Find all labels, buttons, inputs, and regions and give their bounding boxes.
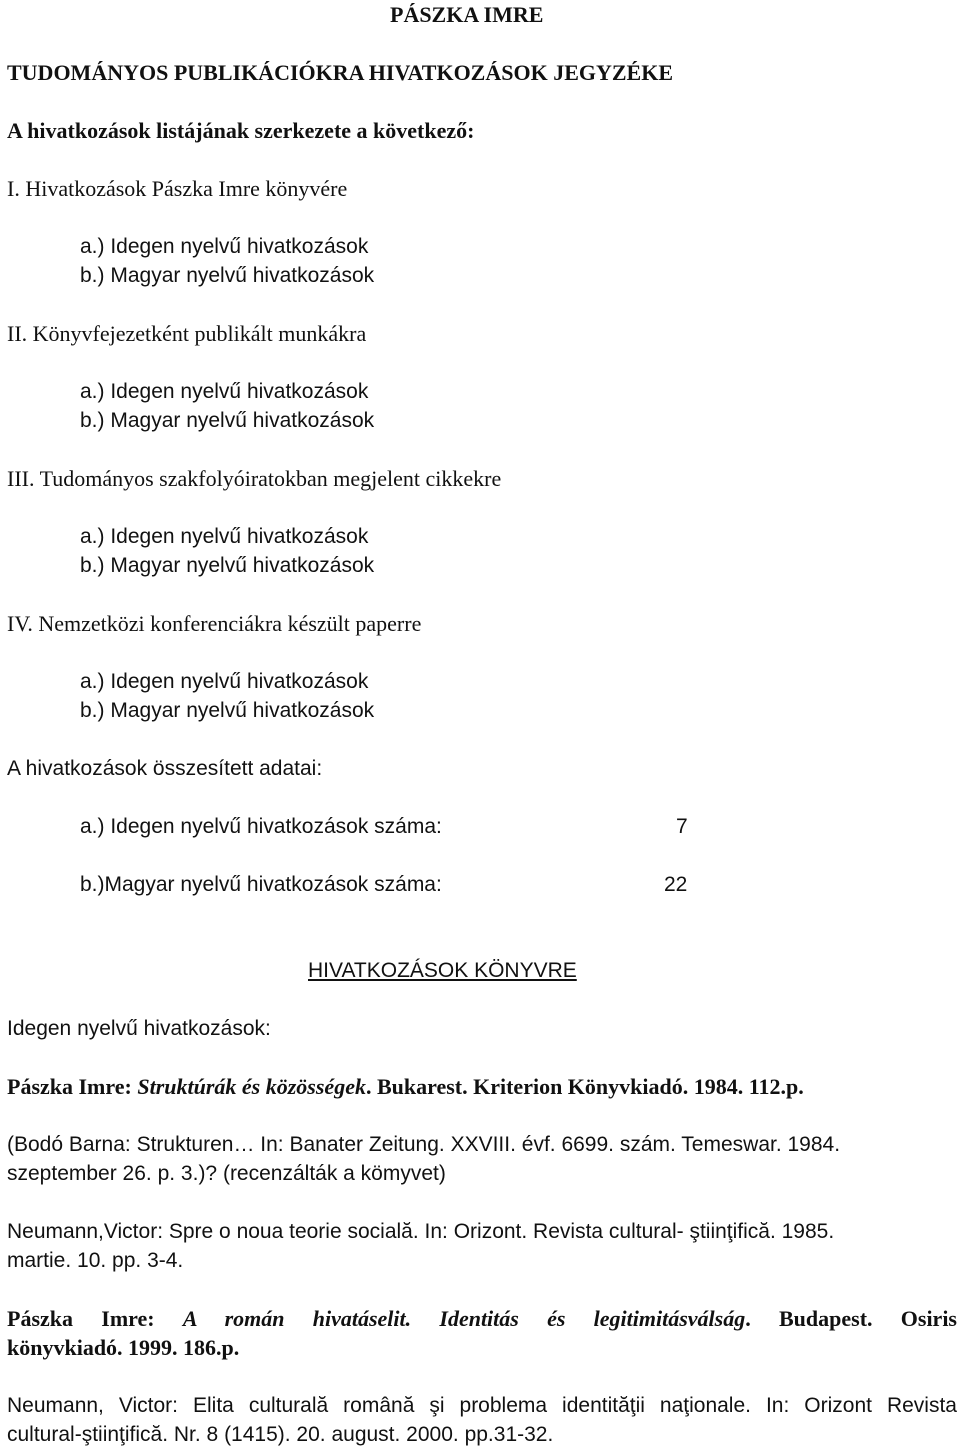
book-citation-2 <box>7 1306 957 1332</box>
citation-book-title: A román hivatáselit. Identitás és legitimitásválság <box>182 1306 746 1331</box>
summary-foreign-label: a.) Idegen nyelvű hivatkozások száma: <box>80 815 442 838</box>
summary-foreign-count: 7 <box>676 815 688 838</box>
review-entry-2-line1: Neumann,Victor: Spre o noua teorie socială. In: Orizont. Revista cultural- ştiinţifică. 1985. <box>7 1220 835 1243</box>
review-entry-1-line1: (Bodó Barna: Strukturen… In: Banater Zeitung. XXVIII. évf. 6699. szám. Temeswar. 1984. <box>7 1133 841 1156</box>
section-heading-3: III. Tudományos szakfolyóiratokban megjelent cikkekre <box>7 466 502 491</box>
summary-hungarian-count: 22 <box>664 873 688 896</box>
section-3-item-a: a.) Idegen nyelvű hivatkozások <box>80 525 369 548</box>
foreign-refs-subheading: Idegen nyelvű hivatkozások: <box>7 1017 271 1040</box>
summary-hungarian-label: b.)Magyar nyelvű hivatkozások száma: <box>80 873 442 896</box>
citation-author: Pászka Imre: <box>7 1306 183 1331</box>
section-heading-2: II. Könyvfejezetként publikált munkákra <box>7 321 367 346</box>
citation-book-title: Struktúrák és közösségek <box>137 1074 366 1099</box>
section-2-item-a: a.) Idegen nyelvű hivatkozások <box>80 380 369 403</box>
citation-publisher: . Budapest. Osiris <box>745 1306 957 1331</box>
summary-heading: A hivatkozások összesített adatai: <box>7 757 323 780</box>
author-name: PÁSZKA IMRE <box>390 2 544 27</box>
review-entry-1-line2: szeptember 26. p. 3.)? (recenzálták a kömyvet) <box>7 1162 446 1185</box>
section-3-item-b: b.) Magyar nyelvű hivatkozások <box>80 554 375 577</box>
citation-author: Pászka Imre: <box>7 1074 138 1099</box>
section-2-item-b: b.) Magyar nyelvű hivatkozások <box>80 409 375 432</box>
section-heading-1: I. Hivatkozások Pászka Imre könyvére <box>7 176 348 201</box>
section-4-item-a: a.) Idegen nyelvű hivatkozások <box>80 670 369 693</box>
review-entry-3-line2: cultural-ştiinţifică. Nr. 8 (1415). 20. august. 2000. pp.31-32. <box>7 1423 554 1446</box>
section-heading-4: IV. Nemzetközi konferenciákra készült paperre <box>7 611 422 636</box>
section-1-item-b: b.) Magyar nyelvű hivatkozások <box>80 264 375 287</box>
review-entry-3-line1: Neumann, Victor: Elita culturală română şi problema identităţii naţionale. In: Orizont Revista <box>7 1394 957 1417</box>
book-citation-2-line2: könyvkiadó. 1999. 186.p. <box>7 1335 240 1360</box>
section-1-item-a: a.) Idegen nyelvű hivatkozások <box>80 235 369 258</box>
structure-intro: A hivatkozások listájának szerkezete a következő: <box>7 118 475 143</box>
book-citation-1 <box>7 1074 804 1100</box>
document-title: TUDOMÁNYOS PUBLIKÁCIÓKRA HIVATKOZÁSOK JEGYZÉKE <box>7 60 674 85</box>
section-4-item-b: b.) Magyar nyelvű hivatkozások <box>80 699 375 722</box>
review-entry-2-line2: martie. 10. pp. 3-4. <box>7 1249 184 1272</box>
citation-publisher: . Bukarest. Kriterion Könyvkiadó. 1984. 112.p. <box>365 1074 804 1099</box>
book-refs-title: HIVATKOZÁSOK KÖNYVRE <box>308 959 577 982</box>
